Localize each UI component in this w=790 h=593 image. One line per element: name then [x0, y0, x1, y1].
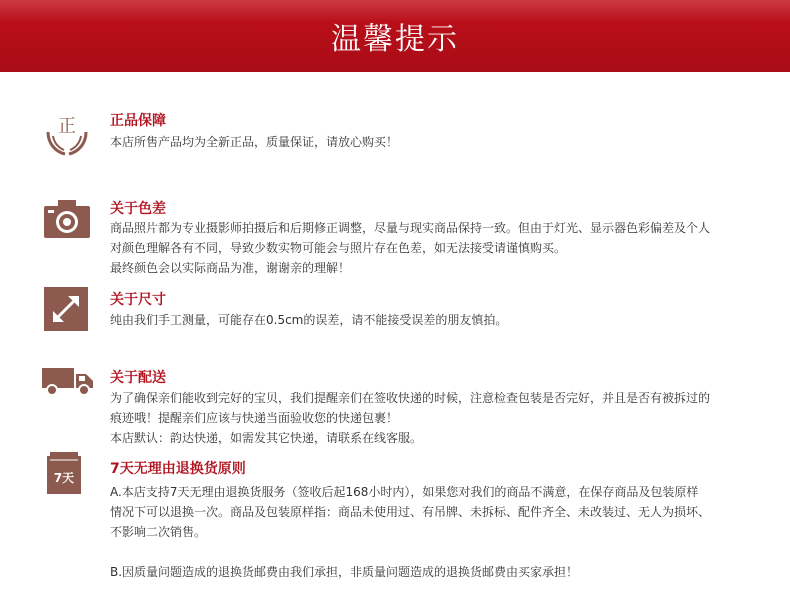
- section-body-delivery: [110, 388, 770, 448]
- body-line: 纯由我们手工测量，可能存在0.5cm的误差，请不能接受误差的朋友慎拍。: [110, 313, 508, 327]
- body-line: 对颜色理解各有不同，导致少数实物可能会与照片存在色差，如无法接受请谨慎购买。: [110, 241, 567, 255]
- body-line: 本店默认：韵达快递，如需发其它快递，请联系在线客服。: [110, 431, 423, 445]
- section-body-color: [110, 218, 770, 278]
- body-line: 痕迹哦！提醒亲们应该与快递当面验收您的快递包裹！: [110, 411, 399, 425]
- body-line: 本店所售产品均为全新正品，质量保证，请放心购买！: [110, 135, 399, 149]
- measure-arrow-icon: [44, 287, 88, 335]
- delivery-truck-icon: [42, 366, 94, 400]
- camera-icon: [44, 200, 90, 244]
- section-heading-return: 7天无理由退换货原则: [110, 461, 246, 477]
- seven-day-icon-text: 7天: [53, 471, 75, 485]
- body-line-spacer: [110, 542, 770, 562]
- section-body-genuine: [110, 132, 770, 152]
- section-heading-delivery: 关于配送: [110, 370, 166, 386]
- body-line: 最终颜色会以实际商品为准，谢谢亲的理解！: [110, 261, 351, 275]
- body-line: 商品照片都为专业摄影师拍摄后和后期修正调整，尽量与现实商品保持一致。但由于灯光、显示器色彩偏差及个人: [110, 221, 711, 235]
- section-heading-genuine: 正品保障: [110, 113, 166, 129]
- genuine-hands-icon: [44, 110, 90, 162]
- body-line: B.因质量问题造成的退换货邮费由我们承担，非质量问题造成的退换货邮费由买家承担！: [110, 565, 579, 579]
- section-body-size: [110, 310, 770, 330]
- genuine-icon-text: 正: [58, 116, 76, 137]
- body-line: 不影响二次销售。: [110, 525, 207, 539]
- body-line: A.本店支持7天无理由退换货服务（签收后起168小时内），如果您对我们的商品不满意，在保存商品及包装原样: [110, 485, 699, 499]
- seven-day-calendar-icon: [47, 452, 81, 498]
- section-heading-size: 关于尺寸: [110, 292, 166, 308]
- banner-title: 温馨提示: [331, 22, 459, 57]
- title-banner: [0, 0, 790, 72]
- section-heading-color: 关于色差: [110, 201, 166, 217]
- body-line: 为了确保亲们能收到完好的宝贝，我们提醒亲们在签收快递的时候，注意检查包装是否完好，并且是否有被拆过的: [110, 391, 711, 405]
- body-line: 情况下可以退换一次。商品及包装原样指：商品未使用过、有吊牌、未拆标、配件齐全、未改装过、无人为损坏、: [110, 505, 711, 519]
- section-body-return: [110, 482, 770, 582]
